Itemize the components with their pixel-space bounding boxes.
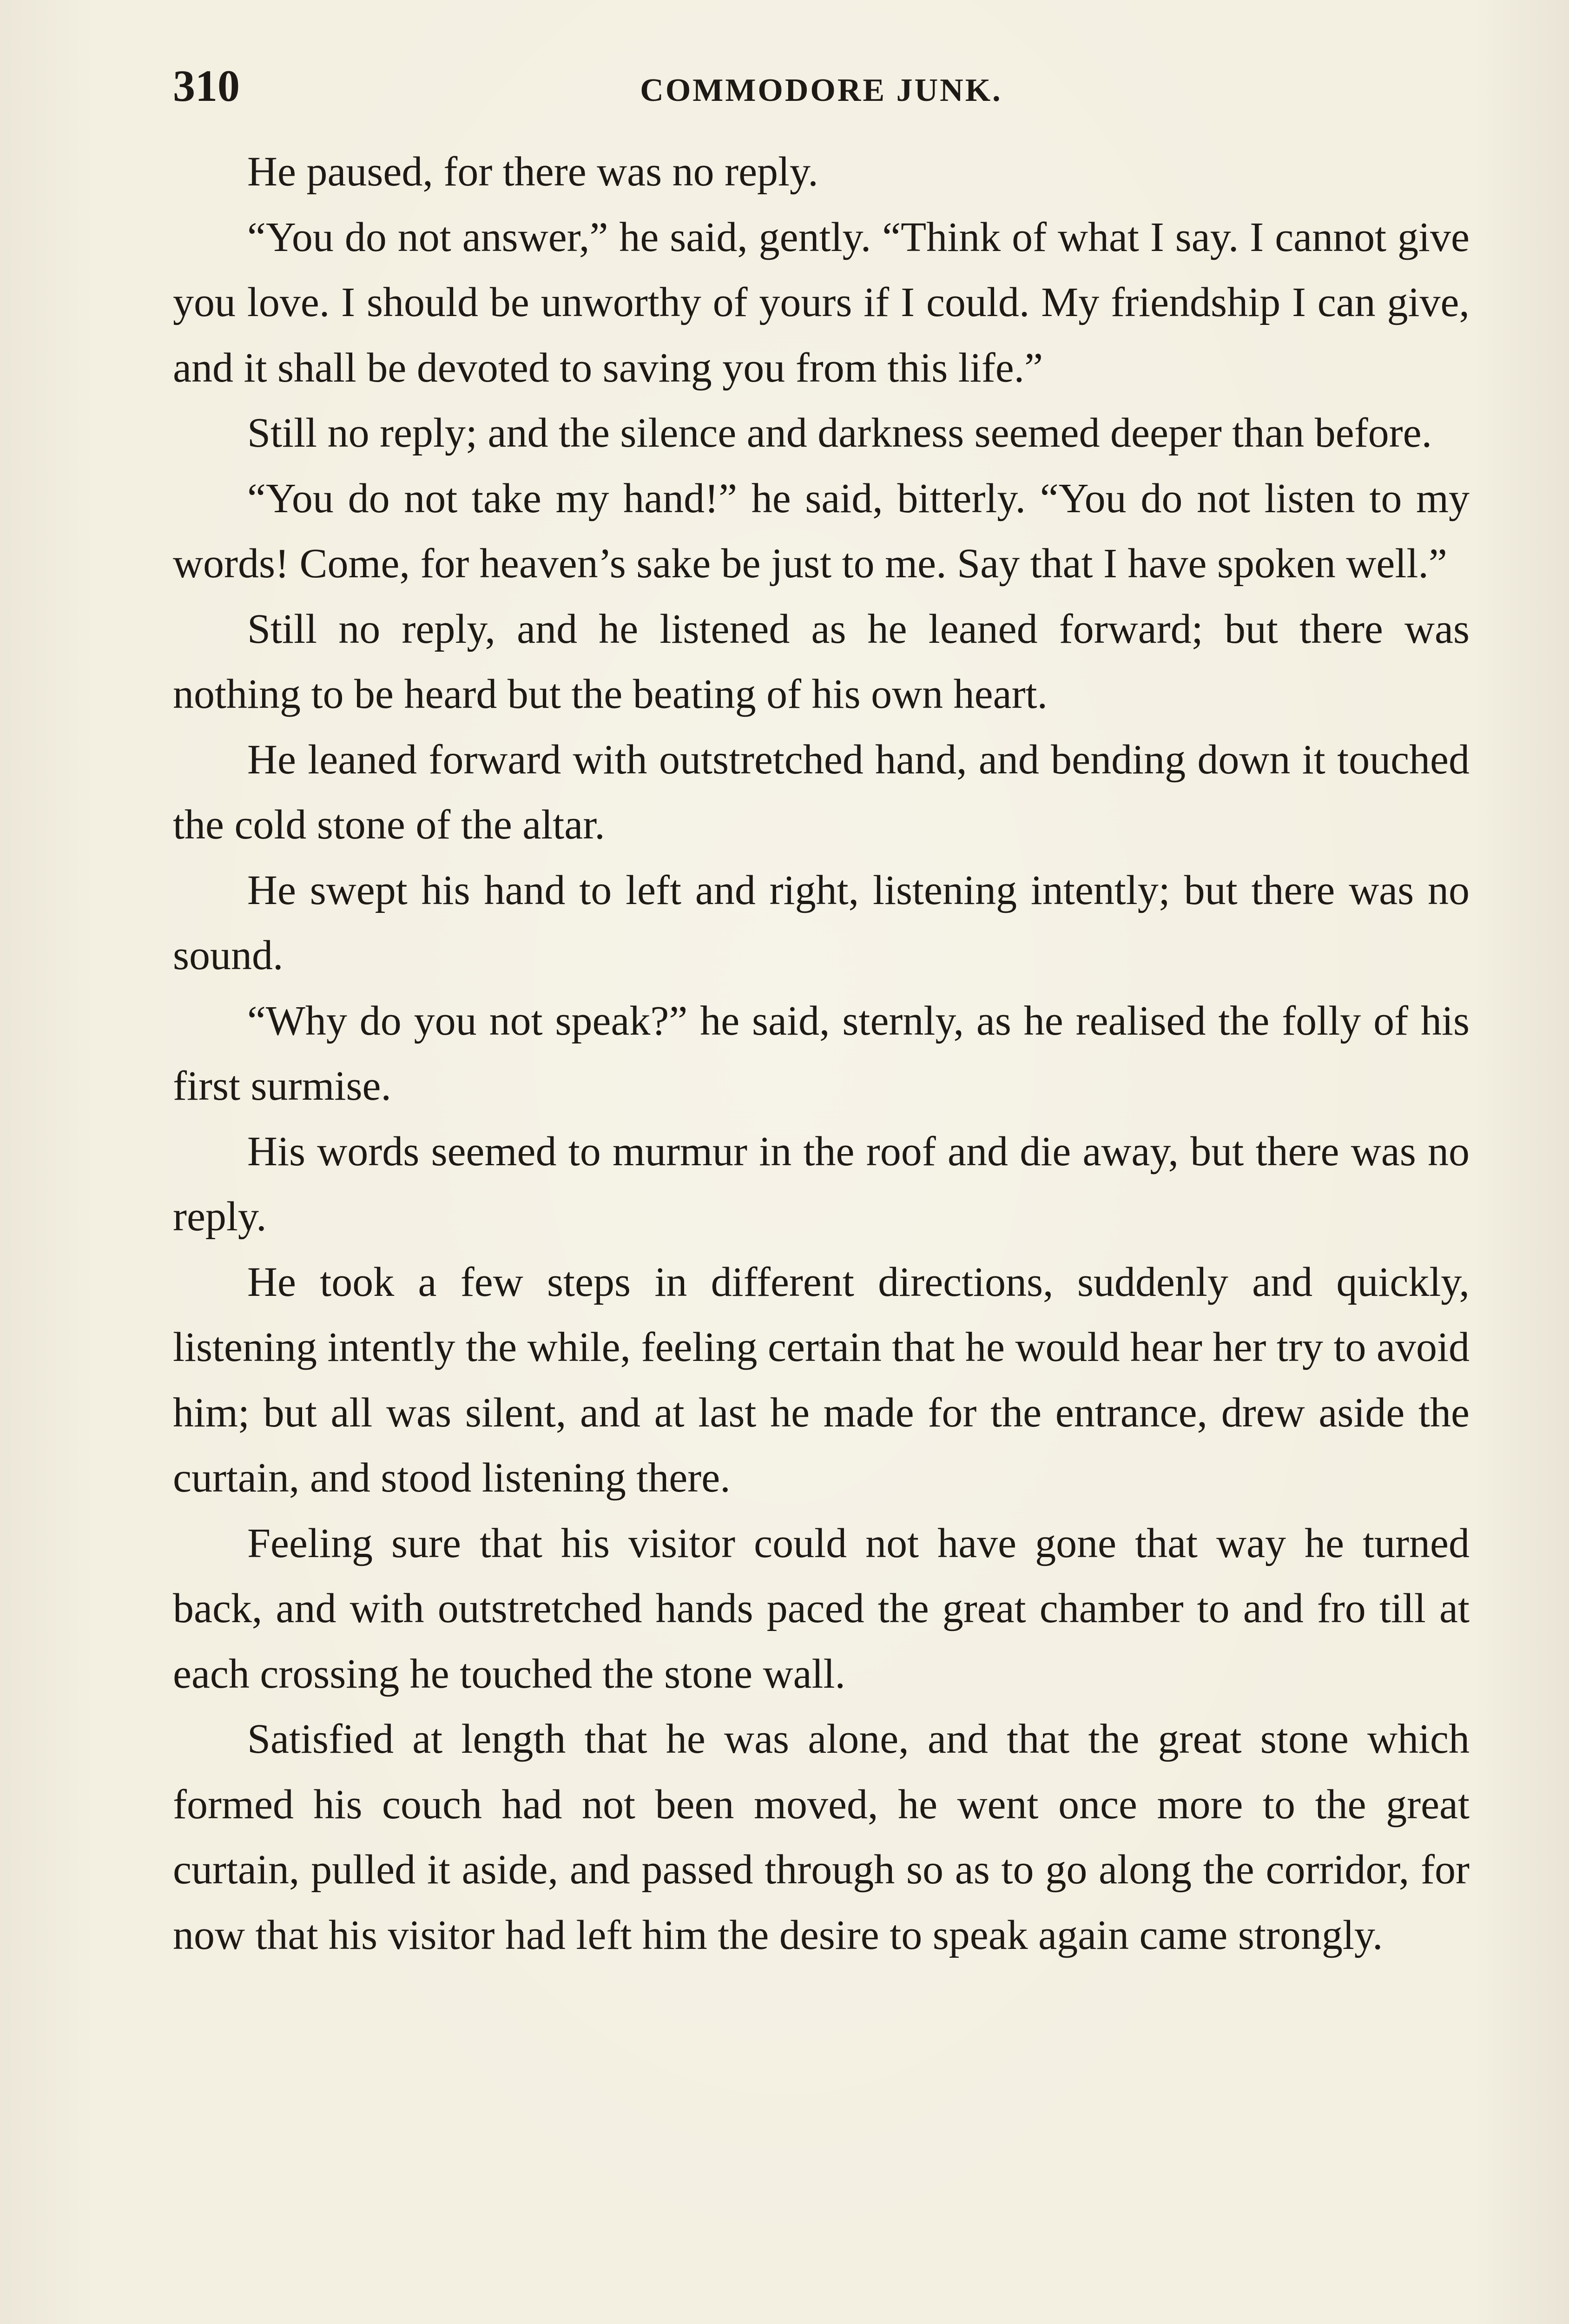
paragraph-10: He took a few steps in different directions, suddenly and quickly, listening intently the while, feeling certain that he would hear her try to avoid him; but all was silent, and at last he made for the entrance, drew aside the curtain, and stood listening there. xyxy=(173,1259,1470,1501)
paragraph-2: “You do not answer,” he said, gently. “Think of what I say. I cannot give you love. I should be unworthy of yours if I could. My friendship I can give, and it shall be devoted to saving you from this life.” xyxy=(173,214,1470,391)
body-text xyxy=(173,139,1470,1968)
paragraph-4: “You do not take my hand!” he said, bitterly. “You do not listen to my words! Come, for heaven’s sake be just to me. Say that I have spoken well.” xyxy=(173,475,1470,587)
running-head xyxy=(173,56,1470,116)
paragraph-3: Still no reply; and the silence and darkness seemed deeper than before. xyxy=(247,410,1432,456)
paragraph-12: Satisfied at length that he was alone, and that the great stone which formed his couch had not been moved, he went once more to the great curtain, pulled it aside, and passed through so as to go along the corridor, for now that his visitor had left him the desire to speak again came strongly. xyxy=(173,1716,1470,1958)
paragraph-11: Feeling sure that his visitor could not have gone that way he turned back, and with outstretched hands paced the great chamber to and fro till at each crossing he touched the stone wall. xyxy=(173,1520,1470,1697)
paragraph-6: He leaned forward with outstretched hand, and bending down it touched the cold stone of the altar. xyxy=(173,736,1470,848)
paragraph-8: “Why do you not speak?” he said, sternly, as he realised the folly of his first surmise. xyxy=(173,997,1470,1109)
page-number: 310 xyxy=(173,61,240,111)
paragraph-1: He paused, for there was no reply. xyxy=(247,149,818,195)
paragraph-7: He swept his hand to left and right, listening intently; but there was no sound. xyxy=(173,867,1470,978)
paragraph-9: His words seemed to murmur in the roof and die away, but there was no reply. xyxy=(173,1128,1470,1240)
running-title: COMMODORE JUNK. xyxy=(640,73,1002,108)
paragraph-5: Still no reply, and he listened as he leaned forward; but there was nothing to be heard but the beating of his own heart. xyxy=(173,606,1470,717)
